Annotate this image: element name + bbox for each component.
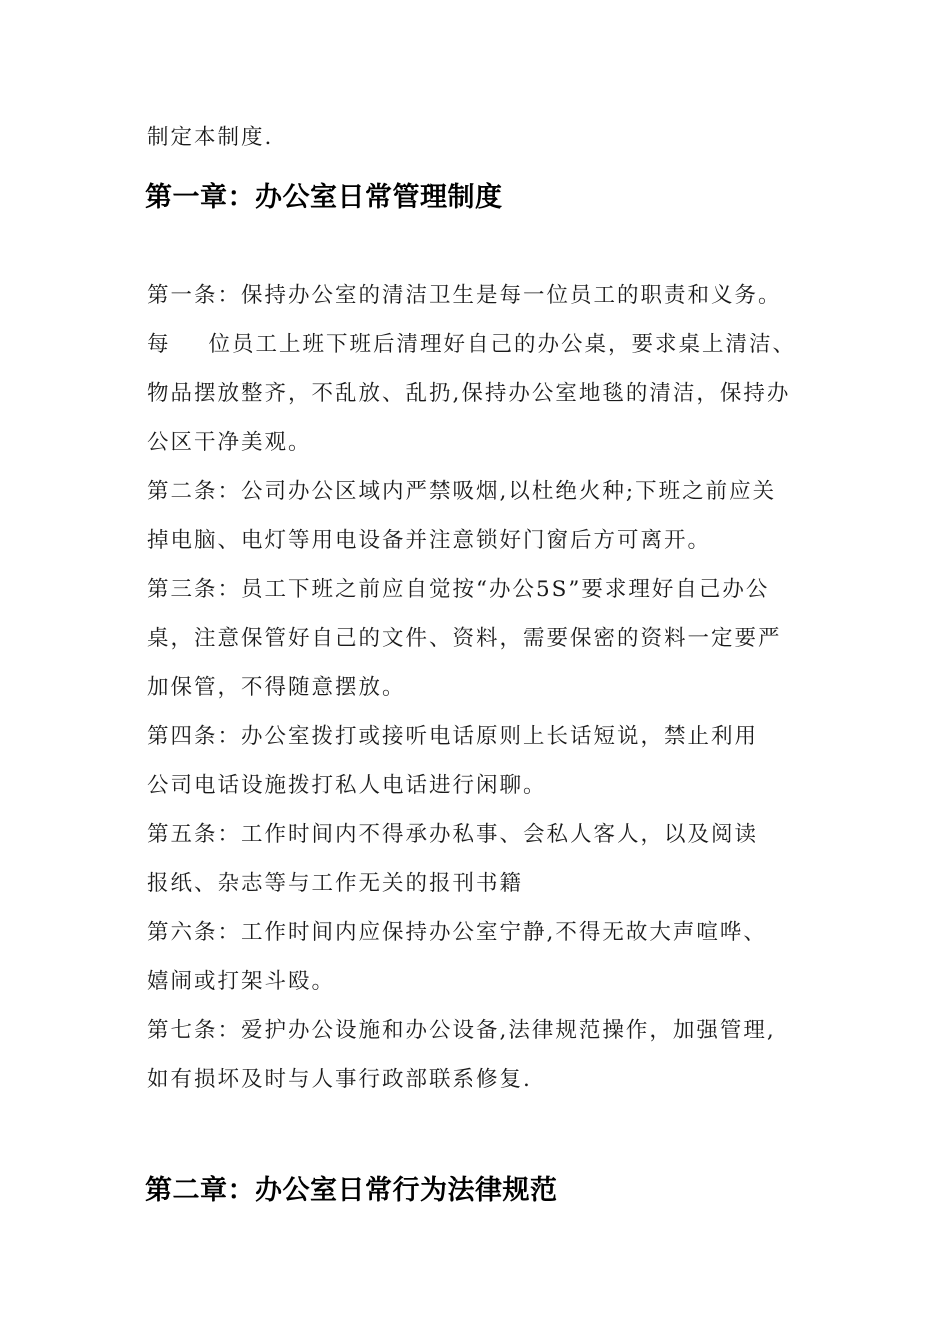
article-5-line-2: 报纸、杂志等与工作无关的报刊书籍	[147, 871, 524, 896]
article-6-line-2: 嬉闹或打架斗殴。	[147, 969, 336, 994]
article-3-line-2: 桌，注意保管好自己的文件、资料，需要保密的资料一定要严	[147, 626, 782, 651]
article-4-line-1: 第四条：办公室拨打或接听电话原则上长话短说，禁止利用	[147, 724, 759, 749]
intro-text: 制定本制度.	[147, 125, 274, 150]
article-3-line-3: 加保管，不得随意摆放。	[147, 675, 406, 700]
article-1-line-4: 公区干净美观。	[147, 430, 312, 455]
article-1-line-2	[147, 331, 796, 359]
line-prefix: 每	[147, 332, 171, 357]
article-7-line-2: 如有损坏及时与人事行政部联系修复.	[147, 1067, 532, 1092]
article-1-line-3: 物品摆放整齐，不乱放、乱扔,保持办公室地毯的清洁，保持办	[147, 381, 791, 406]
article-2-line-1: 第二条：公司办公区域内严禁吸烟,以杜绝火种;下班之前应关	[147, 479, 777, 504]
article-6-line-1: 第六条：工作时间内应保持办公室宁静,不得无故大声喧哗、	[147, 920, 767, 945]
article-3-line-1: 第三条：员工下班之前应自觉按“办公5S”要求理好自己办公	[147, 577, 770, 602]
article-2-line-2: 掉电脑、电灯等用电设备并注意锁好门窗后方可离开。	[147, 528, 712, 553]
article-4-line-2: 公司电话设施拨打私人电话进行闲聊。	[147, 773, 547, 798]
chapter-2-title: 第二章：办公室日常行为法律规范	[145, 1175, 558, 1206]
article-5-line-1: 第五条：工作时间内不得承办私事、会私人客人，以及阅读	[147, 822, 759, 847]
article-1-line-1: 第一条：保持办公室的清洁卫生是每一位员工的职责和义务。	[147, 283, 782, 308]
article-7-line-1: 第七条：爱护办公设施和办公设备,法律规范操作，加强管理,	[147, 1018, 776, 1043]
chapter-1-title: 第一章：办公室日常管理制度	[145, 182, 503, 213]
line-rest: 位员工上班下班后清理好自己的办公桌，要求桌上清洁、	[208, 332, 797, 357]
